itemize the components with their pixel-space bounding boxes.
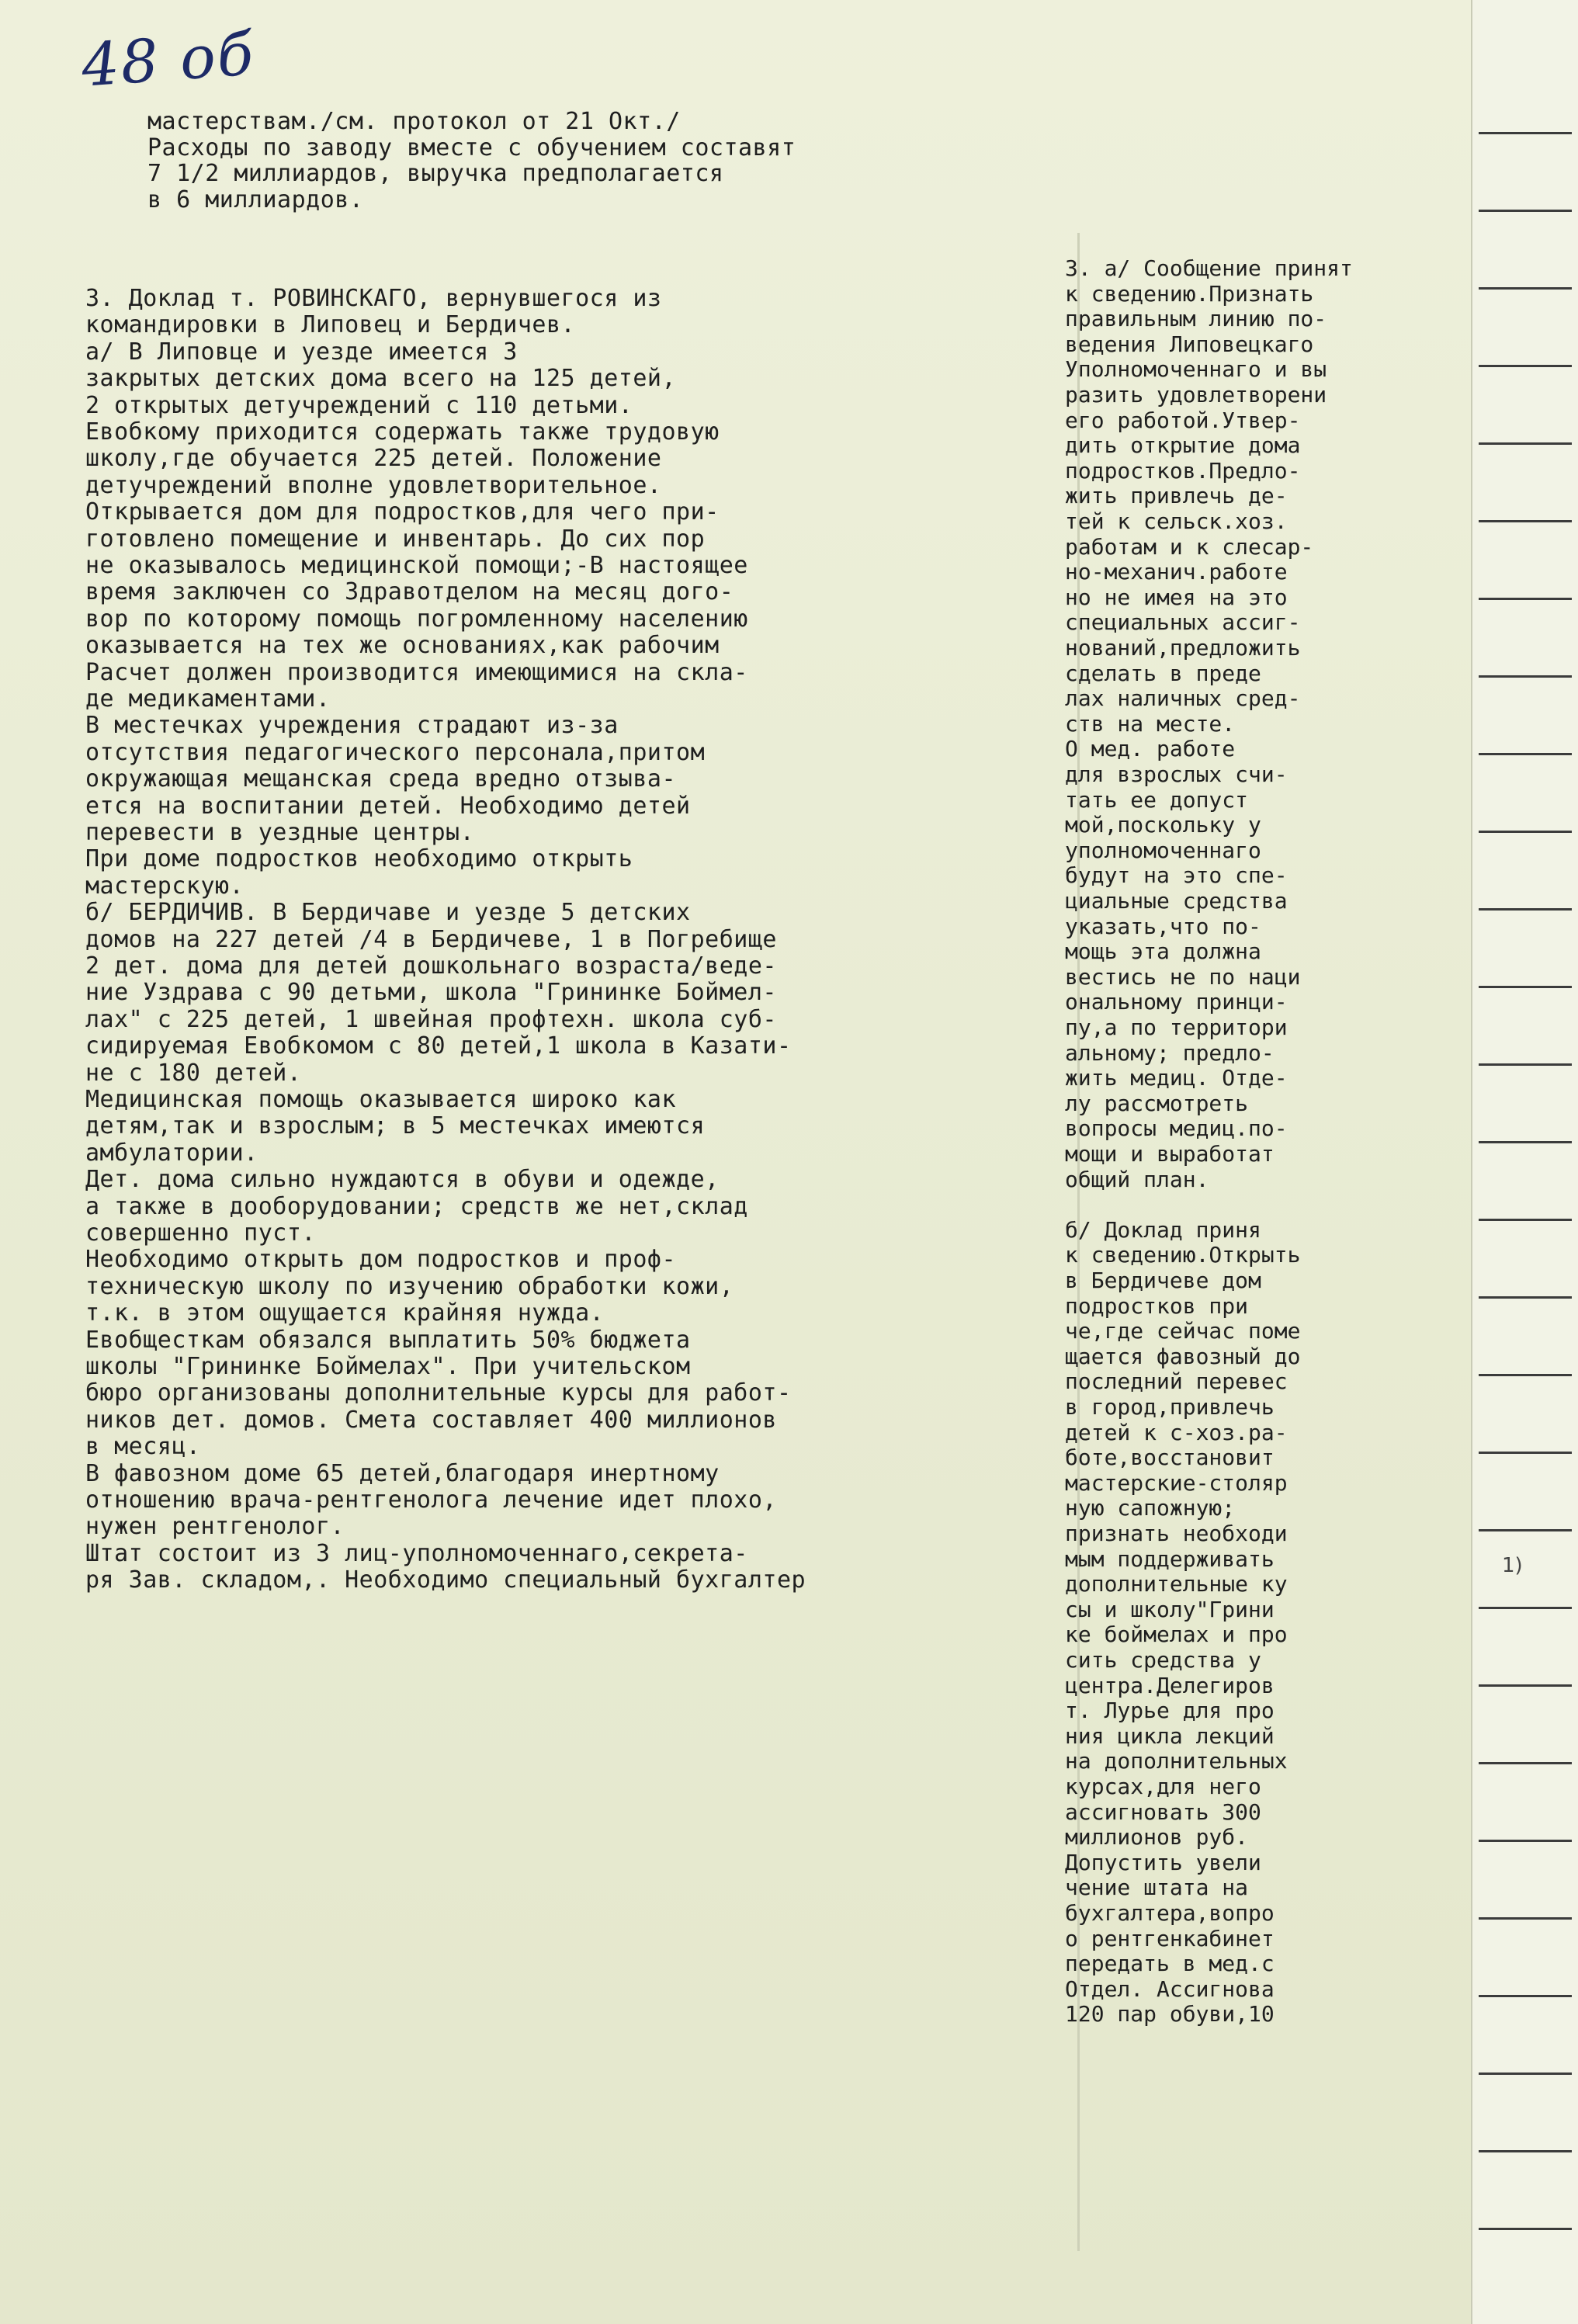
resolution-line: мощи и выработат (1065, 1141, 1275, 1167)
right-edge-strip (1471, 0, 1578, 2324)
edge-tick (1479, 1917, 1572, 1920)
typed-line: вор по которому помощь погромленному населению (85, 605, 748, 633)
typed-line: Штат состоит из 3 лиц-уполномоченнаго,секрета- (85, 1539, 748, 1567)
resolution-line: к сведению.Открыть (1065, 1242, 1301, 1268)
typed-line: Евобкому приходится содержать также трудовую (85, 418, 720, 446)
typed-line: время заключен со Здравотделом на месяц дого- (85, 578, 734, 606)
resolution-line: в город,привлечь (1065, 1394, 1275, 1420)
resolution-line: передать в мед.с (1065, 1951, 1275, 1977)
resolution-line: ведения Липовецкаго (1065, 331, 1314, 357)
typed-line: мастерскую. (85, 872, 245, 900)
typed-line: нужен рентгенолог. (85, 1513, 345, 1541)
resolution-line: б/ Доклад приня (1065, 1216, 1261, 1243)
typed-line: Открывается дом для подростков,для чего при- (85, 498, 720, 526)
resolution-line: ния цикла лекций (1065, 1722, 1275, 1749)
resolution-line: указать,что по- (1065, 913, 1261, 939)
edge-tick (1479, 442, 1572, 445)
edge-tick (1479, 1374, 1572, 1376)
edge-tick (1479, 986, 1572, 988)
edge-tick (1479, 2228, 1572, 2230)
resolution-line: ке боймелах и про (1065, 1622, 1288, 1648)
typed-line: отсутствия педагогического персонала,притом (85, 738, 706, 766)
edge-tick (1479, 1219, 1572, 1221)
resolution-line: мастерские-столяр (1065, 1469, 1288, 1496)
resolution-line: сделать в преде (1065, 660, 1261, 686)
typed-line: совершенно пуст. (85, 1219, 316, 1247)
edge-tick (1479, 598, 1572, 600)
typed-line: Медицинская помощь оказывается широко как (85, 1086, 677, 1113)
resolution-line: циальные средства (1065, 888, 1288, 914)
edge-tick (1479, 1296, 1572, 1299)
edge-tick (1479, 1529, 1572, 1531)
resolution-line: лу рассмотреть (1065, 1090, 1249, 1116)
resolution-line: 3. а/ Сообщение принят (1065, 255, 1353, 281)
typed-line: В фавозном доме 65 детей,благодаря инертному (85, 1459, 720, 1487)
edge-tick (1479, 1840, 1572, 1842)
resolution-line: центра.Делегиров (1065, 1672, 1275, 1698)
resolution-line: 120 пар обуви,10 (1065, 2001, 1275, 2027)
resolution-line: че,где сейчас поме (1065, 1318, 1301, 1344)
edge-tick (1479, 287, 1572, 290)
resolution-line: курсах,для него (1065, 1774, 1261, 1799)
typed-line: в 6 миллиардов. (147, 186, 364, 213)
typed-line: а также в дооборудовании; средств же нет,склад (85, 1192, 748, 1220)
resolution-line: его работой.Утвер- (1065, 407, 1301, 433)
resolution-line: будут на это спе- (1065, 862, 1288, 889)
resolution-line: к сведению.Признать (1065, 280, 1314, 307)
resolution-line: сы и школу"Грини (1065, 1596, 1275, 1622)
typed-line: техническую школу по изучению обработки кожи, (85, 1272, 734, 1300)
typed-line: окружающая мещанская среда вредно отзыва- (85, 765, 677, 793)
resolution-line: миллионов руб. (1065, 1824, 1249, 1851)
typed-line: ников дет. домов. Смета составляет 400 миллионов (85, 1406, 777, 1434)
resolution-line: щается фавозный до (1065, 1343, 1301, 1369)
typed-line: домов на 227 детей /4 в Бердичеве, 1 в Погребище (85, 925, 777, 953)
resolution-line: подростков.Предло- (1065, 457, 1301, 484)
edge-tick (1479, 1995, 1572, 1997)
typed-line: школу,где обучается 225 детей. Положение (85, 445, 662, 473)
edge-tick (1479, 365, 1572, 367)
typed-line: Расчет должен производится имеющимися на скла- (85, 658, 748, 686)
resolution-line: признать необходи (1065, 1521, 1288, 1546)
edge-tick (1479, 1607, 1572, 1609)
resolution-line: сить средства у (1065, 1647, 1261, 1673)
typed-line: амбулатории. (85, 1139, 258, 1167)
resolution-line: альному; предло- (1065, 1039, 1275, 1066)
edge-tick (1479, 132, 1572, 134)
typed-line: Расходы по заводу вместе с обучением составят (147, 134, 796, 161)
edge-tick (1479, 1684, 1572, 1687)
resolution-line: Отдел. Ассигнова (1065, 1975, 1275, 2002)
typed-line: школы "Грининке Боймелах". При учительском (85, 1353, 691, 1380)
typed-line: в месяц. (85, 1433, 201, 1461)
edge-tick (1479, 753, 1572, 755)
typed-line: ние Уздрава с 90 детьми, школа "Грининке Боймел- (85, 979, 777, 1007)
typed-line: закрытых детских дома всего на 125 детей, (85, 365, 677, 393)
resolution-line: чение штата на (1065, 1875, 1249, 1901)
resolution-line: О мед. работе (1065, 736, 1236, 762)
handwritten-page-number: 48 об (79, 19, 257, 100)
edge-tick (1479, 1141, 1572, 1143)
typed-line: сидируемая Евобкомом с 80 детей,1 школа в Казати- (85, 1032, 792, 1060)
typed-line: лах" с 225 детей, 1 швейная профтехн. школа суб- (85, 1005, 777, 1033)
edge-tick (1479, 520, 1572, 522)
margin-mark: 1) (1502, 1554, 1523, 1577)
typed-line: 3. Доклад т. РОВИНСКАГО, вернувшегося из (85, 285, 662, 312)
typed-line: б/ БЕРДИЧИВ. В Бердичаве и уезде 5 детских (85, 899, 691, 927)
typed-line: 2 дет. дома для детей дошкольнаго возраста/веде- (85, 952, 777, 980)
typed-line: мастерствам./см. протокол от 21 Окт./ (147, 108, 681, 135)
typed-line: бюро организованы дополнительные курсы для работ- (85, 1379, 792, 1407)
resolution-line: Уполномоченнаго и вы (1065, 356, 1327, 383)
resolution-line: работам и к слесар- (1065, 533, 1314, 560)
typed-line: т.к. в этом ощущается крайняя нужда. (85, 1299, 605, 1327)
resolution-line: на дополнительных (1065, 1748, 1288, 1774)
typed-line: отношению врача-рентгенолога лечение идет плохо, (85, 1486, 777, 1514)
resolution-line: ональному принци- (1065, 989, 1288, 1015)
typed-line: При доме подростков необходимо открыть (85, 845, 633, 873)
typed-line: Дет. дома сильно нуждаются в обуви и одежде, (85, 1166, 720, 1194)
resolution-line: мой,поскольку у (1065, 812, 1261, 838)
resolution-line: мым поддерживать (1065, 1545, 1275, 1572)
typed-line: перевести в уездные центры. (85, 819, 475, 846)
resolution-line: ную сапожную; (1065, 1495, 1236, 1521)
resolution-line: разить удовлетворени (1065, 382, 1327, 408)
resolution-line: мощь эта должна (1065, 938, 1261, 965)
resolution-line: ств на месте. (1065, 710, 1236, 737)
edge-tick (1479, 675, 1572, 678)
typed-line: Необходимо открыть дом подростков и проф- (85, 1246, 677, 1274)
typed-line: Евобщесткам обязался выплатить 50% бюджета (85, 1326, 691, 1354)
resolution-line: нований,предложить (1065, 635, 1301, 661)
edge-tick (1479, 831, 1572, 833)
resolution-line: тать ее допуст (1065, 786, 1249, 813)
typed-line: ется на воспитании детей. Необходимо детей (85, 792, 691, 820)
resolution-line: дить открытие дома (1065, 432, 1301, 459)
typed-line: а/ В Липовце и уезде имеется 3 (85, 338, 518, 366)
edge-tick (1479, 2150, 1572, 2152)
resolution-line: о рентгенкабинет (1065, 1925, 1275, 1951)
resolution-line: в Бердичеве дом (1065, 1268, 1261, 1293)
typed-line: детучреждений вполне удовлетворительное. (85, 471, 662, 499)
edge-tick (1479, 2073, 1572, 2075)
typed-line: В местечках учреждения страдают из-за (85, 712, 619, 740)
resolution-line: вопросы медиц.по- (1065, 1115, 1288, 1142)
typed-line: детям,так и взрослым; в 5 местечках имеются (85, 1112, 706, 1140)
typed-line: командировки в Липовец и Бердичев. (85, 311, 576, 339)
typed-line: 2 открытых детучреждений с 110 детьми. (85, 391, 633, 419)
typed-line: не с 180 детей. (85, 1059, 302, 1087)
resolution-line: специальных ассиг- (1065, 609, 1301, 636)
resolution-line: жить привлечь де- (1065, 483, 1288, 509)
edge-tick (1479, 1063, 1572, 1066)
resolution-line: но-механич.работе (1065, 559, 1288, 585)
resolution-line: детей к с-хоз.ра- (1065, 1419, 1288, 1445)
resolution-line: бухгалтера,вопро (1065, 1900, 1275, 1926)
edge-tick (1479, 210, 1572, 212)
resolution-line: боте,восстановит (1065, 1445, 1275, 1471)
resolution-line: вестись не по наци (1065, 963, 1301, 990)
resolution-line: последний перевес (1065, 1368, 1288, 1395)
edge-tick (1479, 908, 1572, 911)
resolution-line: но не имея на это (1065, 584, 1288, 610)
resolution-line: правильным линию по- (1065, 306, 1327, 332)
resolution-line: уполномоченнаго (1065, 837, 1261, 863)
resolution-line: Допустить увели (1065, 1849, 1261, 1875)
resolution-line: дополнительные ку (1065, 1571, 1288, 1597)
typed-line: готовлено помещение и инвентарь. До сих пор (85, 525, 706, 553)
typed-line: ря Зав. складом,. Необходимо специальный бухгалтер (85, 1566, 806, 1594)
resolution-line: лах наличных сред- (1065, 685, 1301, 712)
resolution-line: пу,а по территори (1065, 1015, 1288, 1040)
typed-line: оказывается на тех же основаниях,как рабочим (85, 632, 720, 660)
resolution-line: общий план. (1065, 1166, 1209, 1192)
resolution-line: т. Лурье для про (1065, 1698, 1275, 1724)
edge-tick (1479, 1452, 1572, 1454)
resolution-line: подростков при (1065, 1292, 1249, 1319)
resolution-line: ассигновать 300 (1065, 1798, 1261, 1825)
edge-tick (1479, 1762, 1572, 1764)
typed-line: де медикаментами. (85, 685, 331, 713)
typed-line: не оказывалось медицинской помощи;-В настоящее (85, 552, 748, 579)
resolution-line: для взрослых счи- (1065, 761, 1288, 787)
typed-line: 7 1/2 миллиардов, выручка предполагается (147, 160, 724, 188)
resolution-line: жить медиц. Отде- (1065, 1065, 1288, 1091)
resolution-line: тей к сельск.хоз. (1065, 508, 1288, 534)
